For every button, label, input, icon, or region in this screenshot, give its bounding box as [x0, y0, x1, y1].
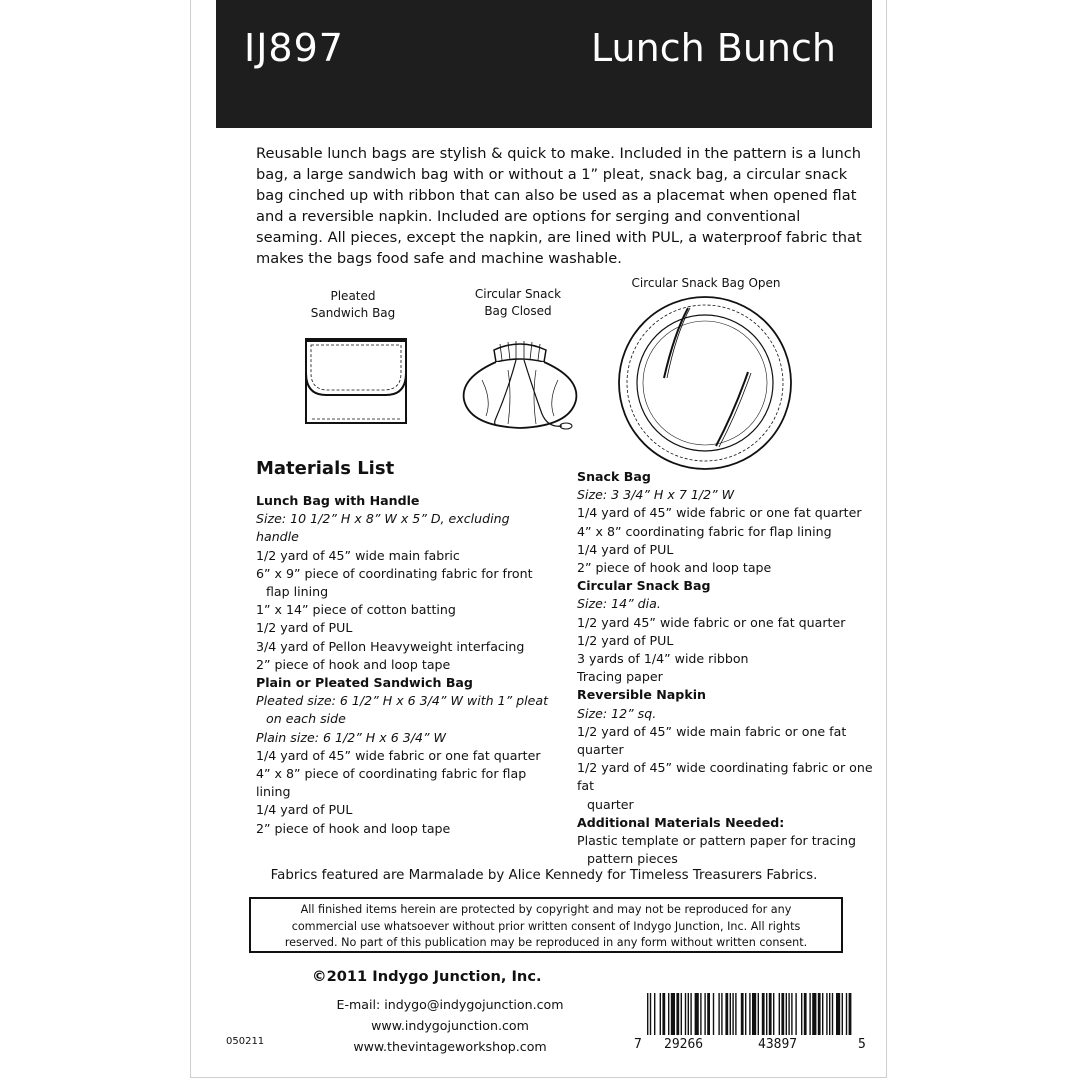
barcode-bar [718, 993, 719, 1035]
materials-item: 3/4 yard of Pellon Heavyweight interfacing [256, 638, 525, 654]
barcode-bar [700, 993, 701, 1035]
barcode-bar [732, 993, 733, 1035]
publication-code: 050211 [226, 1036, 265, 1047]
materials-item: 2” piece of hook and loop tape [256, 656, 451, 672]
barcode-bar [781, 993, 784, 1035]
barcode-bar [818, 993, 821, 1035]
barcode-bar [849, 993, 852, 1035]
snack-bag-closed-illustration [452, 330, 588, 440]
contact-block [300, 994, 600, 1057]
barcode-bar [752, 993, 756, 1035]
copyright-line: ©2011 Indygo Junction, Inc. [312, 968, 542, 985]
barcode-bar [758, 993, 759, 1035]
barcode-bar [695, 993, 699, 1035]
website-link-2: www.thevintageworkshop.com [353, 1039, 547, 1054]
materials-item: 1/4 yard of PUL [256, 802, 353, 818]
barcode-bar [762, 993, 765, 1035]
materials-item: flap lining [266, 584, 329, 600]
barcode-bar [773, 993, 774, 1035]
materials-section-heading: Circular Snack Bag [577, 578, 711, 594]
barcode-bar [749, 993, 750, 1035]
materials-item: on each side [266, 711, 346, 727]
barcode-bar [668, 993, 669, 1035]
materials-item: 1/4 yard of PUL [577, 541, 674, 557]
barcode-digits-right: 43897 [758, 1037, 798, 1052]
barcode-bar [788, 993, 789, 1035]
materials-item: 1/4 yard of 45” wide fabric or one fat quarter [256, 747, 541, 763]
materials-right-column [577, 468, 877, 868]
barcode-bar [846, 993, 847, 1035]
barcode-bar [650, 993, 651, 1035]
materials-item: Size: 14” dia. [577, 596, 661, 612]
barcode-bar [671, 993, 675, 1035]
materials-item: Plastic template or pattern paper for tracing [577, 833, 856, 849]
copyright-notice-box: All finished items herein are protected by copyright and may not be reproduced for any commercial use whatsoever without prior written consent of Indygo Junction, Inc. All rights reserved. No part of this publication may be reproduced in any form without written consent. [249, 897, 843, 953]
barcode-bar [804, 993, 807, 1035]
barcode-bar [829, 993, 830, 1035]
materials-item: quarter [587, 796, 634, 812]
barcode-bar [735, 993, 736, 1035]
barcode-bar [654, 993, 655, 1035]
barcode-bar [690, 993, 691, 1035]
barcode-bar [662, 993, 665, 1035]
materials-item: Size: 3 3/4” H x 7 1/2” W [577, 487, 735, 503]
materials-title: Materials List [256, 458, 395, 479]
website-link: www.indygojunction.com [371, 1018, 529, 1033]
materials-section-heading: Reversible Napkin [577, 687, 706, 703]
barcode-bar [779, 993, 780, 1035]
materials-item: 1/2 yard of 45” wide coordinating fabric or one fat [577, 760, 873, 794]
materials-item: Size: 12” sq. [577, 705, 657, 721]
materials-item: 1/2 yard of PUL [256, 620, 353, 636]
barcode-bar [676, 993, 679, 1035]
pattern-code: IJ897 [244, 26, 344, 70]
barcode-bar [826, 993, 827, 1035]
barcode-bar [795, 993, 796, 1035]
barcode-bar [730, 993, 731, 1035]
sandwich-bag-illustration [302, 333, 410, 427]
barcode-bar [704, 993, 705, 1035]
materials-item: 4” x 8” piece of coordinating fabric for flap lining [256, 766, 527, 800]
materials-item: 1” x 14” piece of cotton batting [256, 602, 456, 618]
barcode-bar [812, 993, 816, 1035]
email-address: E-mail: indygo@indygojunction.com [336, 997, 564, 1012]
materials-item: 2” piece of hook and loop tape [577, 560, 772, 576]
barcode-bar [801, 993, 802, 1035]
barcode-bar [832, 993, 833, 1035]
barcode-bar [809, 993, 810, 1035]
barcode-bar [721, 993, 722, 1035]
materials-item: 1/2 yard of 45” wide main fabric or one fat quarter [577, 723, 847, 758]
barcode-bar [713, 993, 714, 1035]
caption-snack-bag-open: Circular Snack Bag Open [631, 276, 781, 290]
fabrics-featured-note: Fabrics featured are Marmalade by Alice Kennedy for Timeless Treasurers Fabrics. [270, 868, 818, 883]
barcode-bar [842, 993, 843, 1035]
materials-item: 2” piece of hook and loop tape [256, 820, 451, 836]
title-banner [216, 0, 872, 128]
materials-item: Plain size: 6 1/2” H x 6 3/4” W [256, 729, 446, 745]
barcode-digits-left: 29266 [664, 1037, 704, 1052]
barcode-image [645, 993, 855, 1035]
materials-item: Pleated size: 6 1/2” H x 6 3/4” W with 1” pleat [256, 693, 549, 709]
barcode-bar [766, 993, 767, 1035]
materials-item: 1/2 yard of 45” wide main fabric [256, 547, 460, 563]
barcode-bar [707, 993, 710, 1035]
materials-left-column [256, 492, 556, 838]
pattern-title: Lunch Bunch [591, 26, 836, 70]
barcode-digit-last: 5 [858, 1037, 866, 1052]
materials-item: 4” x 8” coordinating fabric for flap lining [577, 523, 832, 539]
intro-paragraph: Reusable lunch bags are stylish & quick to make. Included in the pattern is a lunch bag, a large sandwich bag with or without a 1” pleat, snack bag, a circular snack bag cinched up with ribbon that can also be used as a placemat when opened flat and a reversible napkin. Included are options for serging and conventional seaming. All pieces, except the napkin, are lined with PUL, a waterproof fabric that makes the bags food safe and machine washable. [256, 145, 862, 267]
materials-item: 6” x 9” piece of coordinating fabric for front [256, 565, 533, 581]
barcode-bar [688, 993, 689, 1035]
materials-item: Size: 10 1/2” H x 8” W x 5” D, excluding handle [256, 511, 510, 545]
materials-item: Tracing paper [577, 669, 663, 685]
materials-section-heading: Lunch Bag with Handle [256, 493, 420, 508]
barcode-bar [647, 993, 648, 1035]
materials-item: 1/2 yard 45” wide fabric or one fat quarter [577, 614, 846, 630]
barcode-bar [822, 993, 823, 1035]
materials-item: 1/2 yard of PUL [577, 632, 674, 648]
barcode-bar [741, 993, 744, 1035]
barcode-bar [681, 993, 682, 1035]
barcode-bar [725, 993, 728, 1035]
materials-item: pattern pieces [587, 851, 678, 867]
caption-sandwich-bag: Pleated Sandwich Bag [310, 289, 396, 320]
materials-section-heading: Additional Materials Needed: [577, 814, 785, 830]
caption-snack-bag-closed: Circular Snack Bag Closed [474, 287, 562, 318]
barcode-bar [685, 993, 686, 1035]
materials-item: 1/4 yard of 45” wide fabric or one fat quarter [577, 505, 862, 521]
barcode-bar [791, 993, 792, 1035]
barcode-digit-first: 7 [634, 1037, 642, 1052]
barcode-bar [660, 993, 661, 1035]
barcode-bar [786, 993, 787, 1035]
barcode-bar [769, 993, 772, 1035]
materials-item: 3 yards of 1/4” wide ribbon [577, 651, 749, 667]
snack-bag-open-illustration [616, 294, 794, 472]
barcode-bar [745, 993, 746, 1035]
barcode-bar [836, 993, 840, 1035]
materials-section-heading: Plain or Pleated Sandwich Bag [256, 675, 473, 691]
materials-section-heading: Snack Bag [577, 469, 651, 484]
